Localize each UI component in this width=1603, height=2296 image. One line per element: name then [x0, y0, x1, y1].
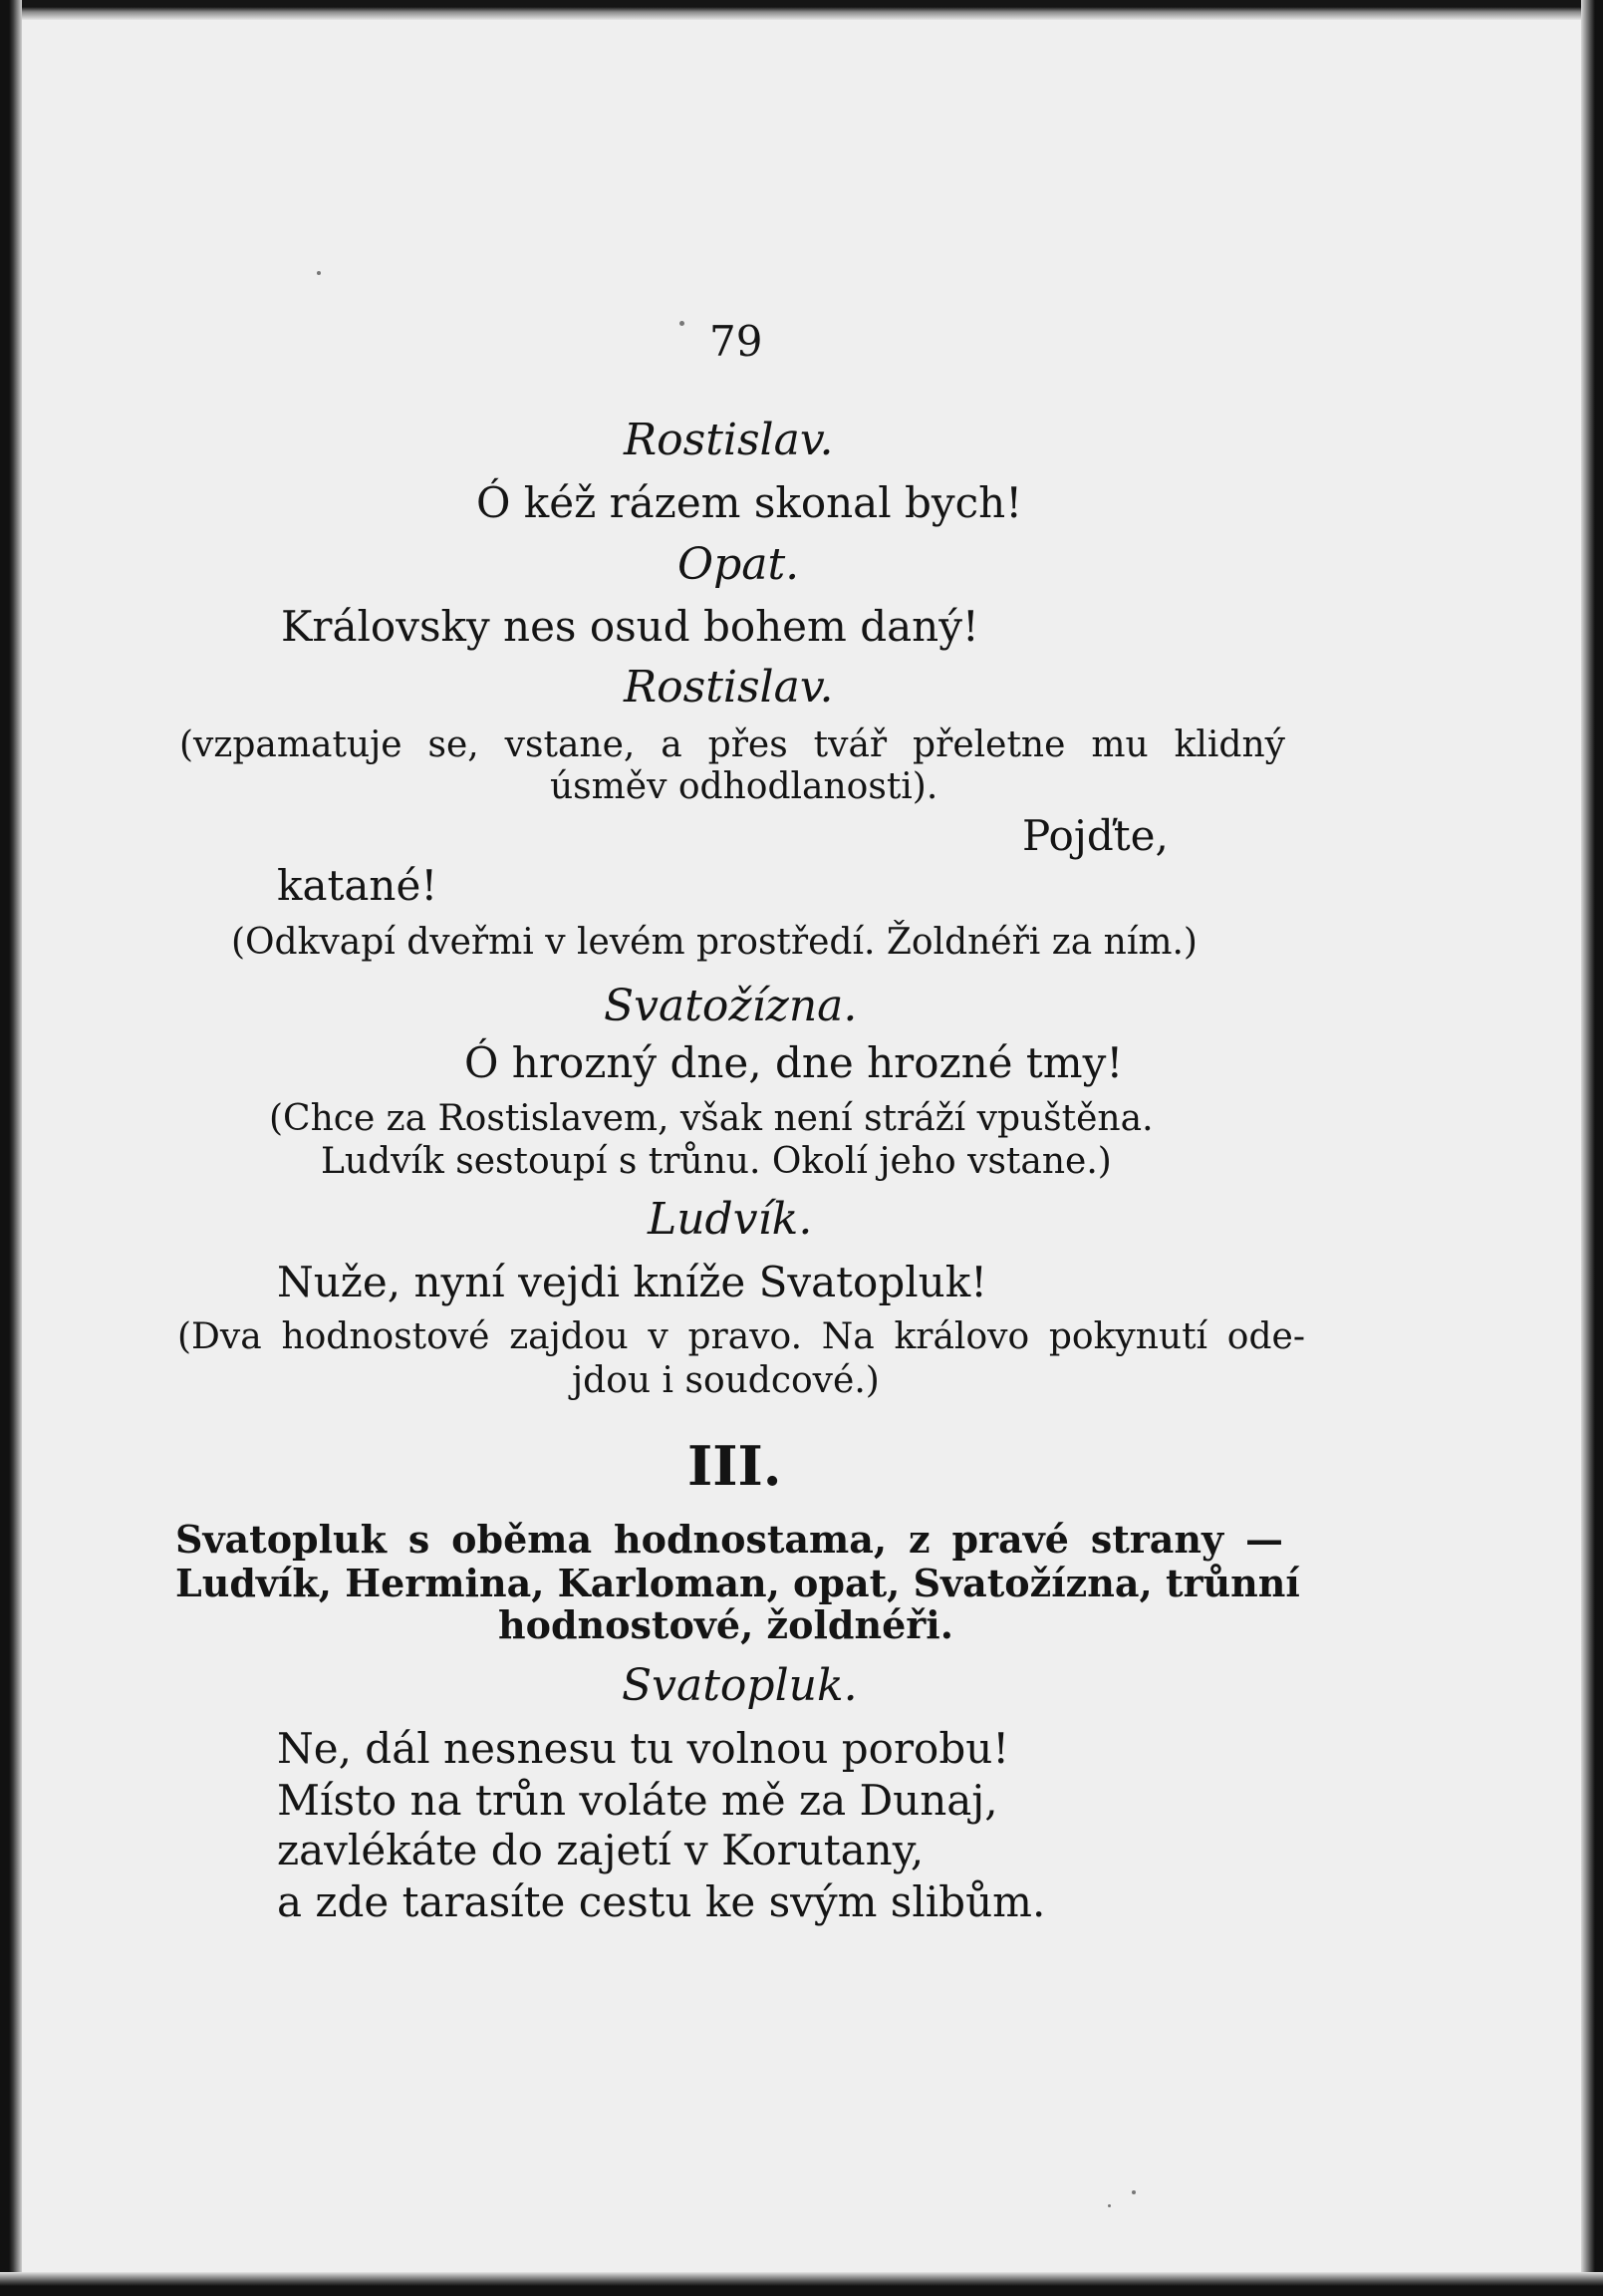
cast-list: Svatopluk s oběma hodnostama, z pravé strany — [175, 1517, 1283, 1562]
dust-speck [317, 271, 321, 275]
verse-line: zavlékáte do zajetí v Korutany, [277, 1826, 925, 1874]
page-number: 79 [709, 317, 763, 366]
verse-line: Ne, dál nesnesu tu volnou porobu! [277, 1724, 1010, 1773]
dust-speck [1132, 2190, 1136, 2194]
speaker-name: Svatopluk. [622, 1660, 858, 1711]
cast-list: hodnostové, žoldnéři. [498, 1602, 953, 1647]
scan-edge-left [0, 0, 22, 2296]
verse-line: katané! [277, 861, 438, 910]
stage-direction: (Odkvapí dveřmi v levém prostředí. Žoldnéři za ním.) [231, 922, 1198, 963]
cast-list: Ludvík, Hermina, Karloman, opat, Svatožízna, trůnní [175, 1561, 1300, 1605]
speaker-name: Opat. [677, 539, 800, 590]
verse-line: Pojďte, [1022, 811, 1169, 860]
scan-edge-top [0, 0, 1603, 20]
stage-direction: úsměv odhodlanosti). [550, 766, 938, 807]
scan-edge-bottom [0, 2272, 1603, 2296]
scan-edge-right [1581, 0, 1603, 2296]
dust-speck [1108, 2204, 1111, 2207]
speaker-name: Rostislav. [624, 662, 834, 713]
verse-line: Místo na trůn voláte mě za Dunaj, [277, 1776, 998, 1825]
stage-direction: (Chce za Rostislavem, však není stráží vpuštěna. [269, 1098, 1154, 1139]
scene-heading: III. [687, 1434, 782, 1498]
speaker-name: Ludvík. [648, 1194, 813, 1245]
speaker-name: Svatožízna. [604, 981, 858, 1031]
stage-direction: (Dva hodnostové zajdou v pravo. Na královo pokynutí ode- [177, 1316, 1305, 1357]
dust-speck [679, 321, 684, 326]
stage-direction: jdou i soudcové.) [572, 1360, 880, 1401]
stage-direction: (vzpamatuje se, vstane, a přes tvář přeletne mu klidný [179, 724, 1285, 765]
verse-line: Ó hrozný dne, dne hrozné tmy! [464, 1038, 1124, 1087]
verse-line: Ó kéž rázem skonal bych! [476, 478, 1023, 527]
verse-line: Nuže, nyní vejdi kníže Svatopluk! [277, 1258, 988, 1306]
verse-line: a zde tarasíte cestu ke svým slibům. [277, 1877, 1046, 1926]
stage-direction: Ludvík sestoupí s trůnu. Okolí jeho vstane.) [321, 1141, 1112, 1182]
speaker-name: Rostislav. [624, 415, 834, 465]
verse-line: Královsky nes osud bohem daný! [281, 602, 979, 651]
